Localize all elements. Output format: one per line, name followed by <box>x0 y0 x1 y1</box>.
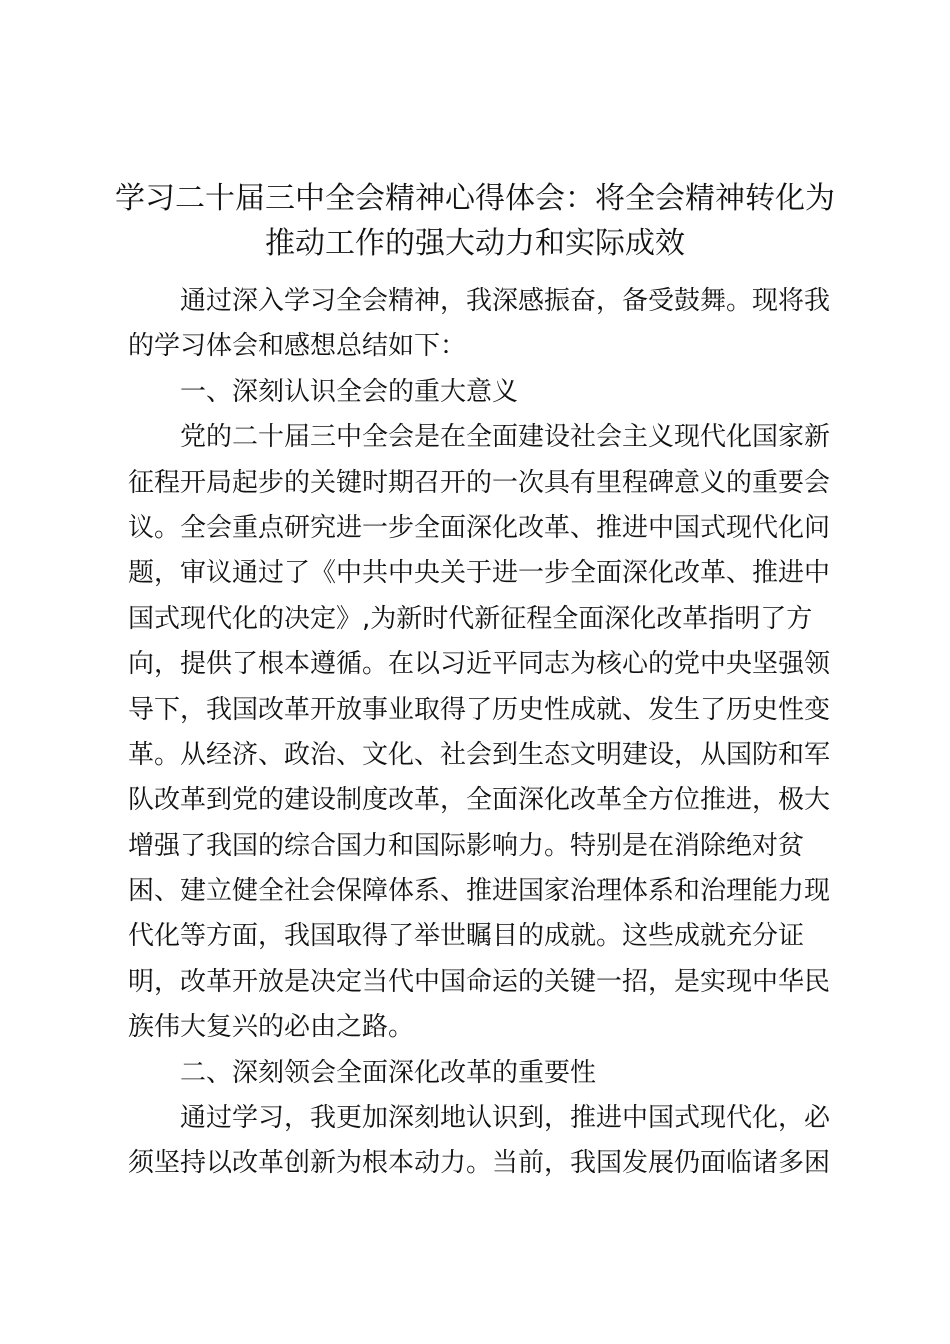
body-text-line: 族伟大复兴的必由之路。 <box>128 1012 415 1043</box>
body-text-line: 题，审议通过了《中共中央关于进一步全面深化改革、推进中 <box>128 558 831 589</box>
body-text-line: 二、深刻领会全面深化改革的重要性 <box>180 1057 597 1088</box>
body-text-line: 党的二十届三中全会是在全面建设社会主义现代化国家新 <box>180 422 831 453</box>
body-text-line: 通过深入学习全会精神，我深感振奋，备受鼓舞。现将我 <box>180 286 831 316</box>
body-text-line: 明，改革开放是决定当代中国命运的关键一招，是实现中华民 <box>128 966 831 997</box>
body-text-line: 队改革到党的建设制度改革，全面深化改革全方位推进，极大 <box>128 785 831 816</box>
document-title-line-1: 学习二十届三中全会精神心得体会：将全会精神转化为 <box>115 181 835 216</box>
document-body <box>128 279 831 1187</box>
body-text-line: 导下，我国改革开放事业取得了历史性成就、发生了历史性变 <box>128 694 831 725</box>
body-text-line: 向，提供了根本遵循。在以习近平同志为核心的党中央坚强领 <box>128 649 831 680</box>
body-text-line: 通过学习，我更加深刻地认识到，推进中国式现代化，必 <box>180 1103 831 1134</box>
body-text-line: 代化等方面，我国取得了举世瞩目的成就。这些成就充分证 <box>128 921 805 952</box>
body-text-line: 的学习体会和感想总结如下： <box>128 331 467 362</box>
body-text-line: 征程开局起步的关键时期召开的一次具有里程碑意义的重要会 <box>128 467 831 498</box>
body-text-line: 增强了我国的综合国力和国际影响力。特别是在消除绝对贫 <box>128 830 805 861</box>
body-text-line: 革。从经济、政治、文化、社会到生态文明建设，从国防和军 <box>128 739 831 770</box>
body-text-line: 国式现代化的决定》,为新时代新征程全面深化改革指明了方 <box>128 603 813 634</box>
body-text-line: 须坚持以改革创新为根本动力。当前，我国发展仍面临诸多困 <box>128 1148 831 1179</box>
body-text-line: 议。全会重点研究进一步全面深化改革、推进中国式现代化问 <box>128 512 831 543</box>
body-text-line: 一、深刻认识全会的重大意义 <box>180 376 519 407</box>
document-title-line-2: 推动工作的强大动力和实际成效 <box>265 226 685 261</box>
body-text-line: 困、建立健全社会保障体系、推进国家治理体系和治理能力现 <box>128 876 831 907</box>
